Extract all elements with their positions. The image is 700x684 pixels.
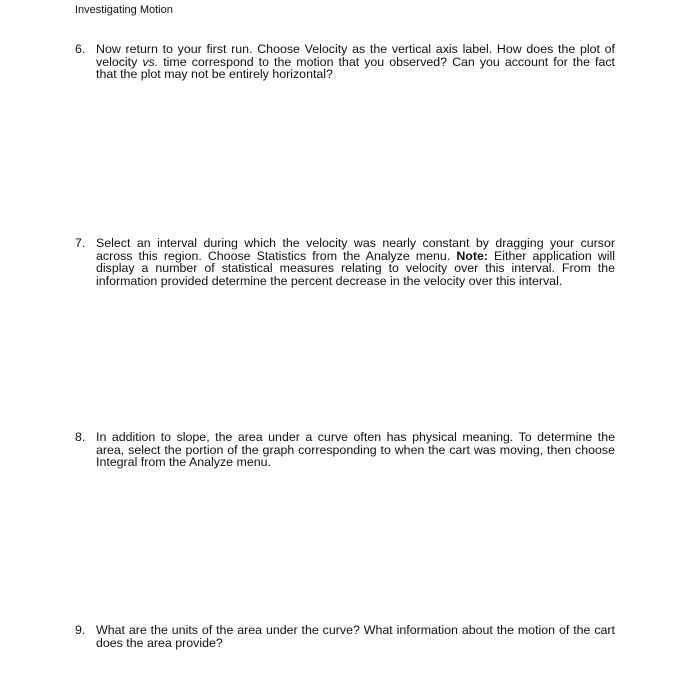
question-text-part: Now return to your first run. Choose Velocity as the vertical axis label. How does the plot of velocity: [96, 42, 615, 69]
question-number: 6.: [75, 42, 86, 56]
question-text-italic: vs.: [142, 54, 159, 69]
question-7: [75, 237, 615, 287]
question-9: [75, 624, 615, 649]
question-text: In addition to slope, the area under a curve often has physical meaning. To determine the area, select the portion of the graph corresponding to when the cart was moving, then choose Integral from the Analyze menu.: [96, 430, 615, 470]
question-number: 9.: [75, 623, 86, 637]
page-header-title: Investigating Motion: [75, 4, 173, 16]
question-text-part: Select an interval during which the velocity was nearly constant by dragging your cursor across this region. Choose Statistics from the Analyze menu.: [96, 236, 615, 263]
question-text-part: time correspond to the motion that you observed? Can you account for the fact that the plot may not be entirely horizontal?: [96, 54, 615, 82]
question-text-bold: Note:: [456, 248, 488, 263]
question-6: [75, 43, 615, 81]
question-text-part: Either application will display a number of statistical measures relating to velocity over this interval. From the information provided determine the percent decrease in the velocity over this interval.: [96, 248, 615, 288]
question-text: [96, 237, 615, 287]
question-8: [75, 431, 615, 469]
question-number: 8.: [75, 430, 86, 444]
question-text: [96, 43, 615, 81]
question-text: What are the units of the area under the curve? What information about the motion of the cart does the area provide?: [96, 623, 615, 650]
question-number: 7.: [75, 236, 86, 250]
